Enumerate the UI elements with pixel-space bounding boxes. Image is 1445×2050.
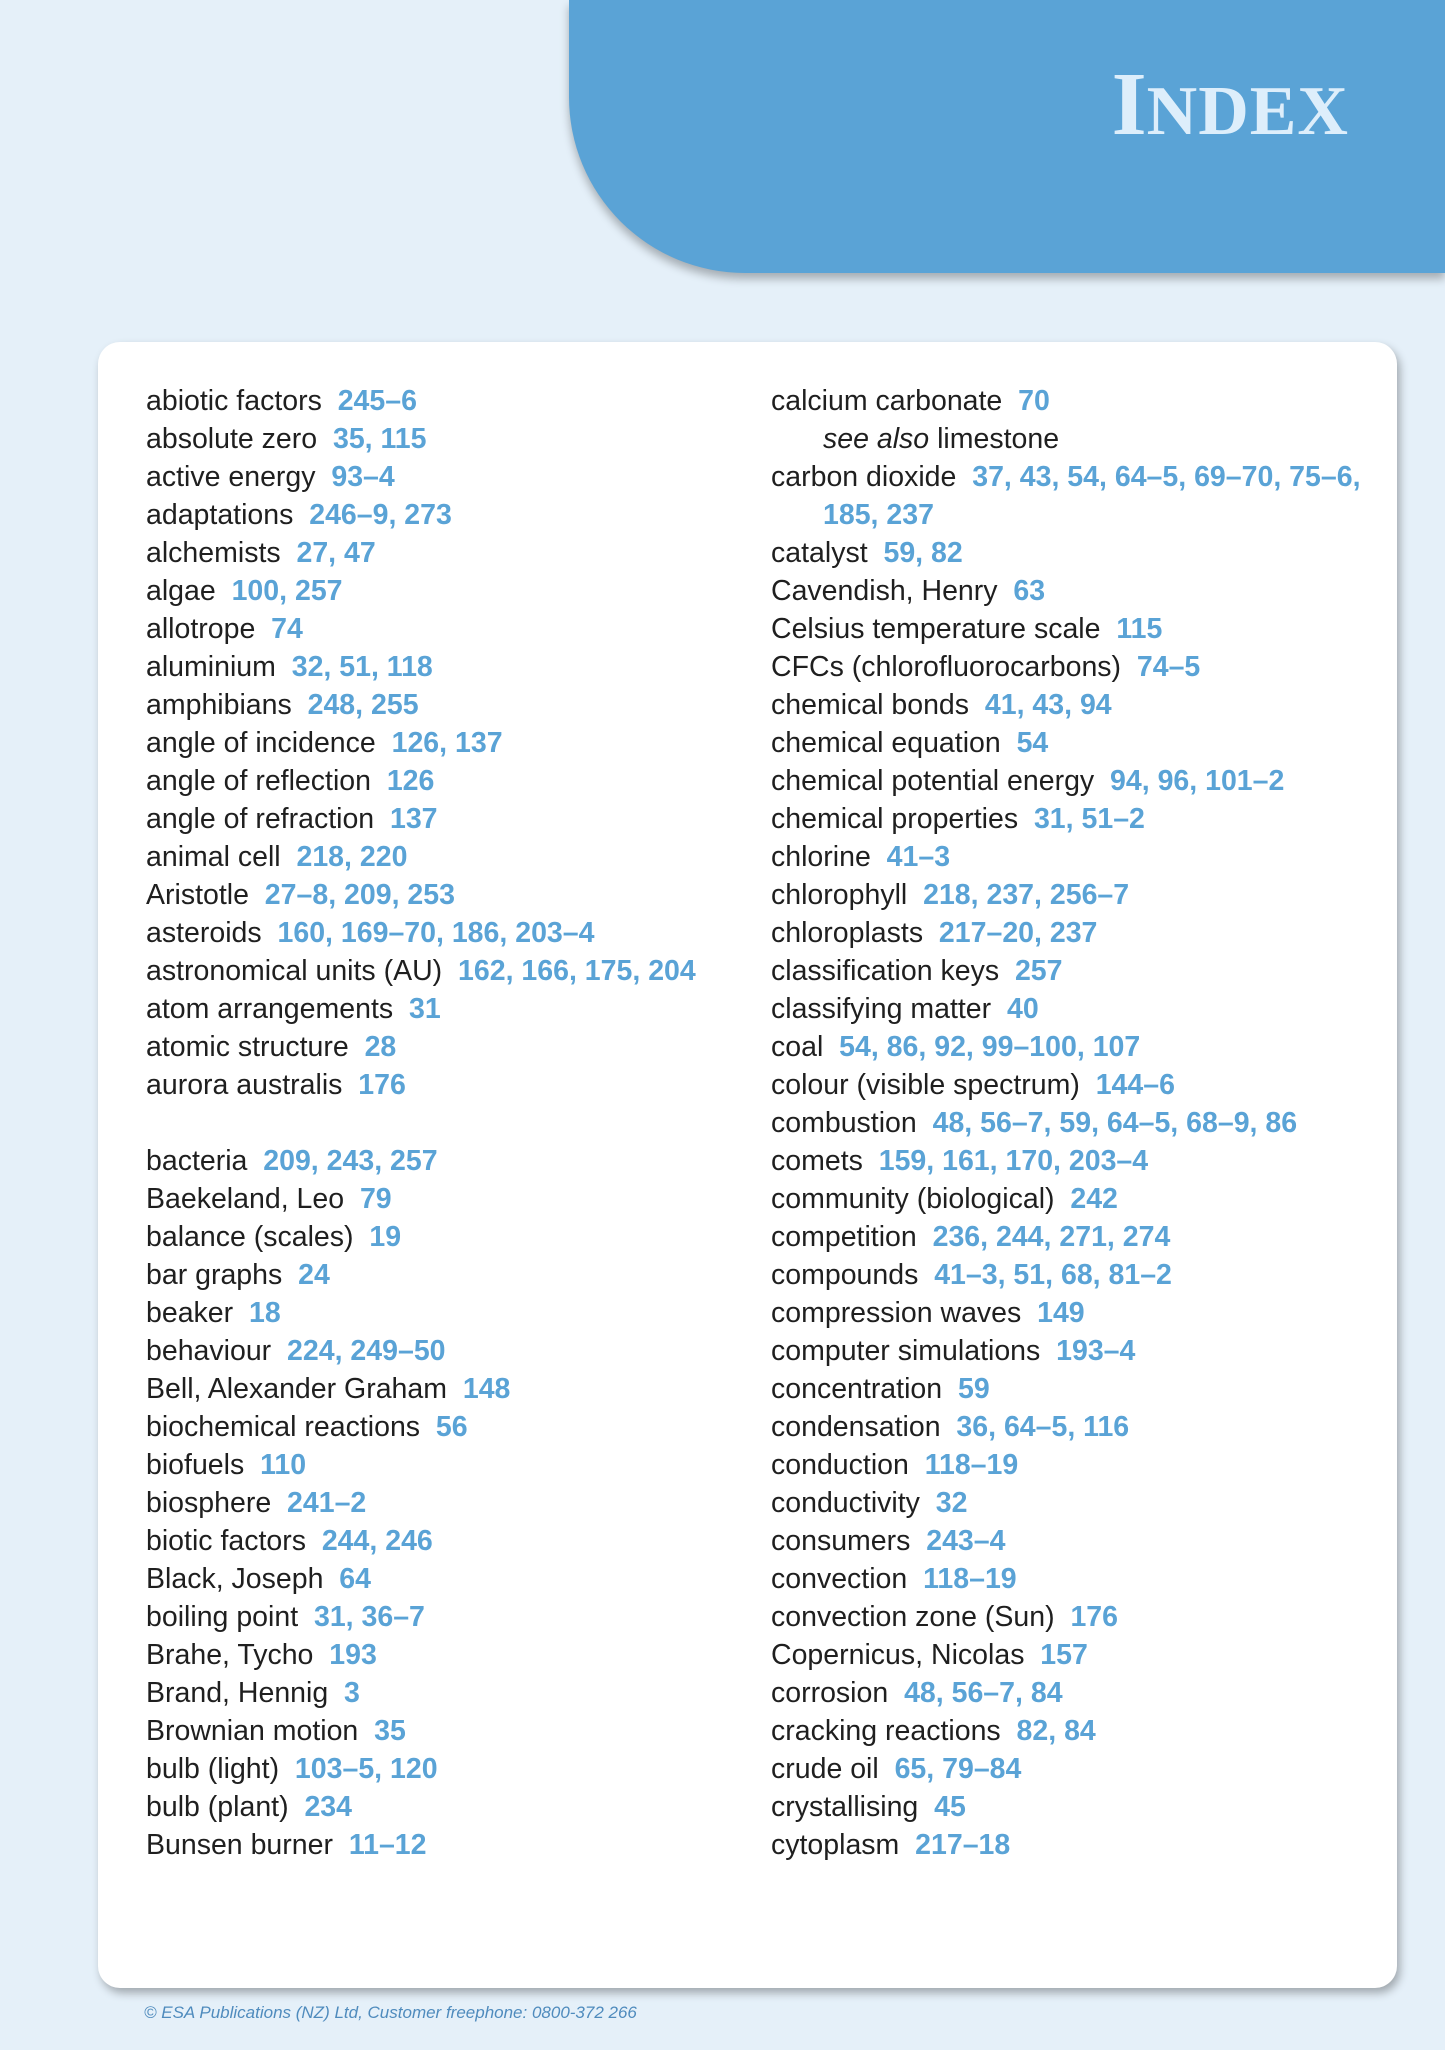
index-entry <box>146 648 706 686</box>
index-term: conduction <box>771 1449 909 1481</box>
index-entry <box>146 1028 706 1066</box>
index-term: atomic structure <box>146 1031 349 1063</box>
index-term: allotrope <box>146 613 256 645</box>
page-references: 59 <box>957 1373 990 1405</box>
index-term: abiotic factors <box>146 385 322 417</box>
index-term: biosphere <box>146 1487 272 1519</box>
index-entry <box>146 1180 706 1218</box>
index-term: Cavendish, Henry <box>771 575 998 607</box>
page-references: 82, 84 <box>1016 1715 1096 1747</box>
index-term: biotic factors <box>146 1525 306 1557</box>
index-entry <box>771 1522 1371 1560</box>
index-term: adaptations <box>146 499 294 531</box>
page-references: 63 <box>1013 575 1046 607</box>
page-title <box>1111 55 1349 154</box>
index-entry <box>146 382 706 420</box>
index-term: classification keys <box>771 955 1000 987</box>
index-entry <box>771 1370 1371 1408</box>
page-references: 193–4 <box>1056 1335 1136 1367</box>
index-entry <box>771 572 1371 610</box>
index-entry <box>146 838 706 876</box>
index-term: calcium carbonate <box>771 385 1003 417</box>
index-term: bulb (plant) <box>146 1791 289 1823</box>
index-term: classifying matter <box>771 993 992 1025</box>
index-term: asteroids <box>146 917 262 949</box>
index-term: conductivity <box>771 1487 920 1519</box>
index-term: boiling point <box>146 1601 299 1633</box>
page-references: 32 <box>935 1487 968 1519</box>
page-references: 65, 79–84 <box>894 1753 1022 1785</box>
index-entry <box>146 1066 706 1104</box>
index-entry <box>771 762 1371 800</box>
page-references: 148 <box>462 1373 511 1405</box>
index-entry <box>146 458 706 496</box>
index-term: Celsius temperature scale <box>771 613 1101 645</box>
index-term: Copernicus, Nicolas <box>771 1639 1025 1671</box>
page-references: 100, 257 <box>231 575 343 607</box>
index-term: Baekeland, Leo <box>146 1183 345 1215</box>
index-entry <box>771 1712 1371 1750</box>
index-term: concentration <box>771 1373 943 1405</box>
page-references: 31, 51–2 <box>1033 803 1145 835</box>
index-term: Aristotle <box>146 879 249 911</box>
index-entry <box>771 1256 1371 1294</box>
index-term: chemical bonds <box>771 689 970 721</box>
index-term: Brand, Hennig <box>146 1677 329 1709</box>
index-term: chlorine <box>771 841 871 873</box>
index-term: angle of refraction <box>146 803 375 835</box>
index-term: chlorophyll <box>771 879 908 911</box>
index-entry <box>146 1142 706 1180</box>
index-term: active energy <box>146 461 316 493</box>
page-references: 126, 137 <box>391 727 503 759</box>
index-entry <box>771 1636 1371 1674</box>
page-references: 48, 56–7, 84 <box>904 1677 1063 1709</box>
index-entry <box>146 762 706 800</box>
page-references: 32, 51, 118 <box>291 651 433 683</box>
index-entry <box>146 1826 706 1864</box>
cross-reference-target: limestone <box>937 423 1060 455</box>
page-references: 37, 43, 54, 64–5, 69–70, 75–6, 185, 237 <box>823 461 1361 531</box>
index-term: crude oil <box>771 1753 879 1785</box>
index-entry <box>771 458 1371 534</box>
index-entry <box>146 1256 706 1294</box>
page-references: 35 <box>374 1715 406 1747</box>
page-references: 137 <box>389 803 438 835</box>
page-references: 31, 36–7 <box>313 1601 425 1633</box>
page-references: 149 <box>1037 1297 1085 1329</box>
index-entry <box>771 1674 1371 1712</box>
page-references: 41–3, 51, 68, 81–2 <box>934 1259 1172 1291</box>
index-entry <box>146 1598 706 1636</box>
page-references: 70 <box>1018 385 1050 417</box>
index-entry <box>771 990 1371 1028</box>
index-term: comets <box>771 1145 863 1177</box>
page-references: 40 <box>1007 993 1039 1025</box>
index-entry <box>771 1332 1371 1370</box>
page-references: 257 <box>1014 955 1063 987</box>
page-references: 157 <box>1040 1639 1088 1671</box>
index-term: Bell, Alexander Graham <box>146 1373 447 1405</box>
index-term: carbon dioxide <box>771 461 957 493</box>
page-references: 162, 166, 175, 204 <box>458 955 696 987</box>
index-term: convection zone (Sun) <box>771 1601 1055 1633</box>
page-references: 126 <box>386 765 435 797</box>
index-term: aluminium <box>146 651 276 683</box>
index-column-left <box>146 382 706 1864</box>
index-term: balance (scales) <box>146 1221 354 1253</box>
page-references: 242 <box>1070 1183 1118 1215</box>
index-term: Brownian motion <box>146 1715 359 1747</box>
index-entry <box>771 382 1371 420</box>
page-references: 18 <box>249 1297 281 1329</box>
page-references: 41, 43, 94 <box>984 689 1112 721</box>
copyright-footer: © ESA Publications (NZ) Ltd, Customer freephone: 0800-372 266 <box>144 2003 637 2022</box>
index-entry <box>146 990 706 1028</box>
index-entry <box>146 1522 706 1560</box>
page-references: 28 <box>364 1031 397 1063</box>
index-term: chemical potential energy <box>771 765 1095 797</box>
index-entry <box>771 724 1371 762</box>
index-term: Black, Joseph <box>146 1563 324 1595</box>
index-term: compounds <box>771 1259 919 1291</box>
index-entry <box>771 1598 1371 1636</box>
page-references: 115 <box>1116 613 1163 645</box>
index-entry <box>771 1180 1371 1218</box>
index-term: bar graphs <box>146 1259 283 1291</box>
page-references: 103–5, 120 <box>294 1753 438 1785</box>
index-term: amphibians <box>146 689 292 721</box>
page-references: 248, 255 <box>307 689 419 721</box>
index-term: combustion <box>771 1107 917 1139</box>
index-entry <box>146 1560 706 1598</box>
index-entry <box>146 1712 706 1750</box>
page-references: 27, 47 <box>296 537 376 569</box>
index-entry <box>146 496 706 534</box>
index-entry <box>771 1066 1371 1104</box>
index-term: bacteria <box>146 1145 248 1177</box>
index-term: astronomical units (AU) <box>146 955 443 987</box>
index-entry <box>146 952 706 990</box>
page-references: 159, 161, 170, 203–4 <box>878 1145 1149 1177</box>
index-term: competition <box>771 1221 917 1253</box>
page-references: 31 <box>408 993 441 1025</box>
index-entry <box>146 1788 706 1826</box>
page-references: 209, 243, 257 <box>263 1145 438 1177</box>
index-entry <box>146 914 706 952</box>
index-entry <box>771 1446 1371 1484</box>
page-references: 54, 86, 92, 99–100, 107 <box>839 1031 1141 1063</box>
index-term: chemical properties <box>771 803 1019 835</box>
index-entry <box>146 1294 706 1332</box>
index-entry <box>771 1826 1371 1864</box>
index-entry <box>771 952 1371 990</box>
page-references: 193 <box>329 1639 377 1671</box>
index-entry <box>771 1560 1371 1598</box>
page-references: 236, 244, 271, 274 <box>932 1221 1171 1253</box>
index-entry <box>146 1218 706 1256</box>
page-references: 218, 220 <box>296 841 408 873</box>
index-term: alchemists <box>146 537 281 569</box>
index-entry <box>146 420 706 458</box>
page-references: 176 <box>1070 1601 1118 1633</box>
index-term: cytoplasm <box>771 1829 900 1861</box>
index-entry <box>146 686 706 724</box>
page-references: 59, 82 <box>883 537 963 569</box>
page-title-initial: I <box>1111 55 1147 154</box>
page-references: 234 <box>304 1791 352 1823</box>
index-entry <box>771 1142 1371 1180</box>
index-entry <box>771 1750 1371 1788</box>
index-entry <box>146 610 706 648</box>
index-entry <box>146 724 706 762</box>
page-references: 79 <box>359 1183 392 1215</box>
index-cross-reference <box>771 420 1371 458</box>
page-references: 48, 56–7, 59, 64–5, 68–9, 86 <box>932 1107 1298 1139</box>
index-term: animal cell <box>146 841 281 873</box>
index-term: community (biological) <box>771 1183 1055 1215</box>
index-entry <box>771 686 1371 724</box>
page-references: 244, 246 <box>321 1525 433 1557</box>
index-term: chloroplasts <box>771 917 924 949</box>
index-term: convection <box>771 1563 908 1595</box>
page-references: 94, 96, 101–2 <box>1110 765 1285 797</box>
index-term: bulb (light) <box>146 1753 280 1785</box>
index-term: consumers <box>771 1525 911 1557</box>
index-entry <box>146 534 706 572</box>
index-term: behaviour <box>146 1335 272 1367</box>
index-entry <box>771 534 1371 572</box>
index-entry <box>146 1446 706 1484</box>
index-entry <box>146 1750 706 1788</box>
index-term: computer simulations <box>771 1335 1041 1367</box>
index-entry <box>146 800 706 838</box>
index-entry <box>146 1332 706 1370</box>
index-entry <box>771 1104 1371 1142</box>
index-term: atom arrangements <box>146 993 394 1025</box>
page-references: 56 <box>435 1411 468 1443</box>
page-references: 54 <box>1016 727 1049 759</box>
cross-reference-label: see also <box>823 423 930 455</box>
index-term: angle of incidence <box>146 727 376 759</box>
index-entry <box>771 610 1371 648</box>
page-title-rest: NDEX <box>1146 73 1349 150</box>
index-entry <box>771 1788 1371 1826</box>
page-references: 74–5 <box>1136 651 1201 683</box>
index-entry <box>771 1484 1371 1522</box>
index-entry <box>771 876 1371 914</box>
page-references: 218, 237, 256–7 <box>923 879 1130 911</box>
index-entry <box>146 572 706 610</box>
page-references: 176 <box>358 1069 406 1101</box>
page-references: 11–12 <box>348 1829 427 1861</box>
index-term: colour (visible spectrum) <box>771 1069 1080 1101</box>
index-term: coal <box>771 1031 824 1063</box>
index-entry <box>146 876 706 914</box>
page-references: 246–9, 273 <box>309 499 452 531</box>
index-entry <box>146 1484 706 1522</box>
page-references: 3 <box>344 1677 360 1709</box>
page-references: 110 <box>260 1449 307 1481</box>
index-term: algae <box>146 575 216 607</box>
index-entry <box>771 838 1371 876</box>
index-entry <box>771 800 1371 838</box>
index-column-right <box>771 382 1371 1864</box>
index-entry <box>146 1636 706 1674</box>
index-term: aurora australis <box>146 1069 343 1101</box>
index-term: Brahe, Tycho <box>146 1639 314 1671</box>
index-entry <box>771 648 1371 686</box>
index-entry <box>771 1294 1371 1332</box>
index-term: corrosion <box>771 1677 889 1709</box>
index-term: angle of reflection <box>146 765 371 797</box>
page-references: 41–3 <box>886 841 951 873</box>
page-references: 118–19 <box>923 1563 1017 1595</box>
page-references: 27–8, 209, 253 <box>264 879 455 911</box>
page-references: 144–6 <box>1095 1069 1175 1101</box>
index-entry <box>771 1408 1371 1446</box>
index-term: CFCs (chlorofluorocarbons) <box>771 651 1122 683</box>
index-term: biofuels <box>146 1449 245 1481</box>
page-references: 64 <box>339 1563 371 1595</box>
page-references: 217–20, 237 <box>938 917 1098 949</box>
index-term: Bunsen burner <box>146 1829 333 1861</box>
index-entry <box>771 1218 1371 1256</box>
page-references: 217–18 <box>915 1829 1011 1861</box>
index-panel <box>98 342 1397 1988</box>
page-references: 118–19 <box>924 1449 1019 1481</box>
page-references: 24 <box>298 1259 330 1291</box>
index-term: chemical equation <box>771 727 1001 759</box>
index-term: absolute zero <box>146 423 318 455</box>
page-references: 45 <box>934 1791 966 1823</box>
page-references: 35, 115 <box>332 423 427 455</box>
index-term: crystallising <box>771 1791 919 1823</box>
index-term: catalyst <box>771 537 868 569</box>
page-references: 36, 64–5, 116 <box>956 1411 1130 1443</box>
page-references: 19 <box>369 1221 402 1253</box>
page-references: 241–2 <box>287 1487 367 1519</box>
index-term: beaker <box>146 1297 234 1329</box>
index-term: condensation <box>771 1411 941 1443</box>
page-references: 160, 169–70, 186, 203–4 <box>277 917 595 949</box>
page-references: 245–6 <box>337 385 417 417</box>
page-references: 74 <box>271 613 303 645</box>
index-term: cracking reactions <box>771 1715 1001 1747</box>
index-term: compression waves <box>771 1297 1022 1329</box>
index-entry <box>771 914 1371 952</box>
page-references: 93–4 <box>331 461 395 493</box>
index-entry <box>146 1674 706 1712</box>
page-references: 243–4 <box>926 1525 1006 1557</box>
index-entry <box>146 1408 706 1446</box>
index-entry <box>146 1370 706 1408</box>
page-references: 224, 249–50 <box>287 1335 446 1367</box>
index-term: biochemical reactions <box>146 1411 421 1443</box>
index-entry <box>771 1028 1371 1066</box>
